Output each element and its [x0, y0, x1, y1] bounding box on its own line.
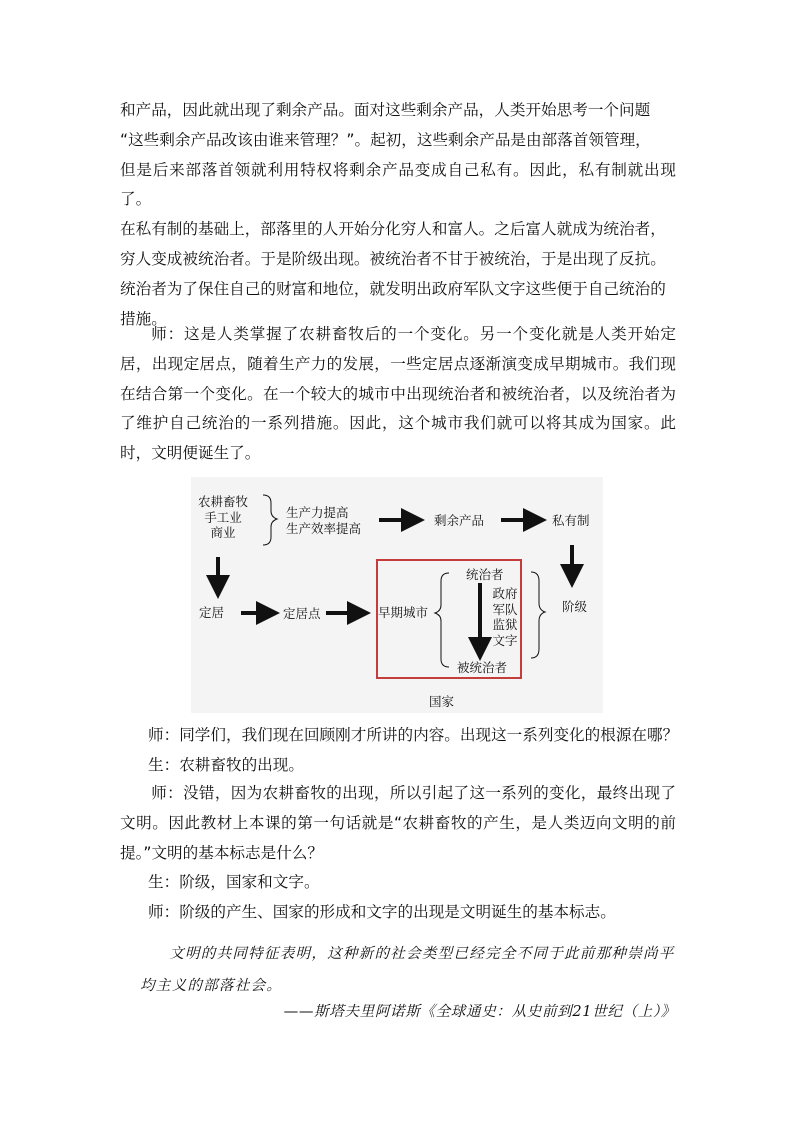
dialogue-paragraph: 师：没错，因为农耕畜牧的出现，所以引起了这一系列的变化，最终出现了文明。因此教材上本课的第一句话就是“农耕畜牧的产生，是人类迈向文明的前提。”文明的基本标志是什么？ — [120, 784, 676, 862]
civilization-diagram — [191, 477, 603, 713]
text-line: 措施。 — [120, 309, 167, 328]
dialogue-line: 师：阶级的产生、国家的形成和文字的出现是文明诞生的基本标志。 — [148, 903, 616, 921]
settle-label: 定居 — [199, 605, 225, 620]
text-line: 但是后来部落首领就利用特权将剩余产品变成自己私有。因此，私有制就出现了。 — [120, 160, 676, 209]
brace-sources — [263, 495, 277, 545]
ruler-label: 统治者 — [466, 567, 504, 582]
sources-label: 农耕畜牧 手工业 商业 — [197, 494, 248, 541]
paragraph-2 — [120, 320, 676, 469]
brace-class — [531, 572, 545, 658]
country-label: 国家 — [429, 694, 455, 709]
text-line: 穷人变成被统治者。于是阶级出现。被统治者不甘于被统治，于是出现了反抗。 — [120, 249, 666, 268]
text-line: 在私有制的基础上，部落里的人开始分化穷人和富人。之后富人就成为统治者， — [120, 220, 666, 239]
early-city-label: 早期城市 — [378, 605, 429, 620]
class-label: 阶级 — [562, 599, 588, 614]
dialogue-line: 生：农耕畜牧的出现。 — [148, 756, 304, 774]
ruled-label: 被统治者 — [457, 660, 508, 675]
teacher-paragraph: 师：这是人类掌握了农耕畜牧后的一个变化。另一个变化就是人类开始定居，出现定居点，随着生产力的发展，一些定居点逐渐演变成早期城市。我们现在结合第一个变化。在一个较大的城市中出现统治者和被统治者，以及统治者为了维护自己统治的一系列措施。因此，这个城市我们就可以将其成为国家。此时，文明便诞生了。 — [120, 325, 676, 463]
private-ownership-label: 私有制 — [552, 513, 590, 528]
surplus-label: 剩余产品 — [434, 513, 485, 528]
measures-label: 政府 军队 监狱 文字 — [492, 586, 518, 648]
quote-text: 文明的共同特征表明，这种新的社会类型已经完全不同于此前那种崇尚平均主义的部落社会。 — [140, 945, 675, 994]
text-line: 统治者为了保住自己的财富和地位，就发明出政府军队文字这些便于自己统治的 — [120, 279, 666, 298]
dialogue-line: 生：阶级，国家和文字。 — [148, 873, 320, 891]
quote-citation: ——斯塔夫里阿诺斯《全球通史：从史前到21世纪（上）》 — [283, 1003, 676, 1020]
settlement-label: 定居点 — [283, 606, 321, 621]
text-line: “这些剩余产品改该由谁来管理？”。起初，这些剩余产品是由部落首领管理， — [120, 130, 651, 149]
paragraph-1 — [120, 96, 676, 334]
dialogue-line: 师：同学们，我们现在回顾刚才所讲的内容。出现这一系列变化的根源在哪？ — [148, 726, 679, 744]
text-line: 和产品，因此就出现了剩余产品。面对这些剩余产品，人类开始思考一个问题 — [120, 101, 651, 119]
productivity-label: 生产力提高 生产效率提高 — [286, 505, 362, 536]
